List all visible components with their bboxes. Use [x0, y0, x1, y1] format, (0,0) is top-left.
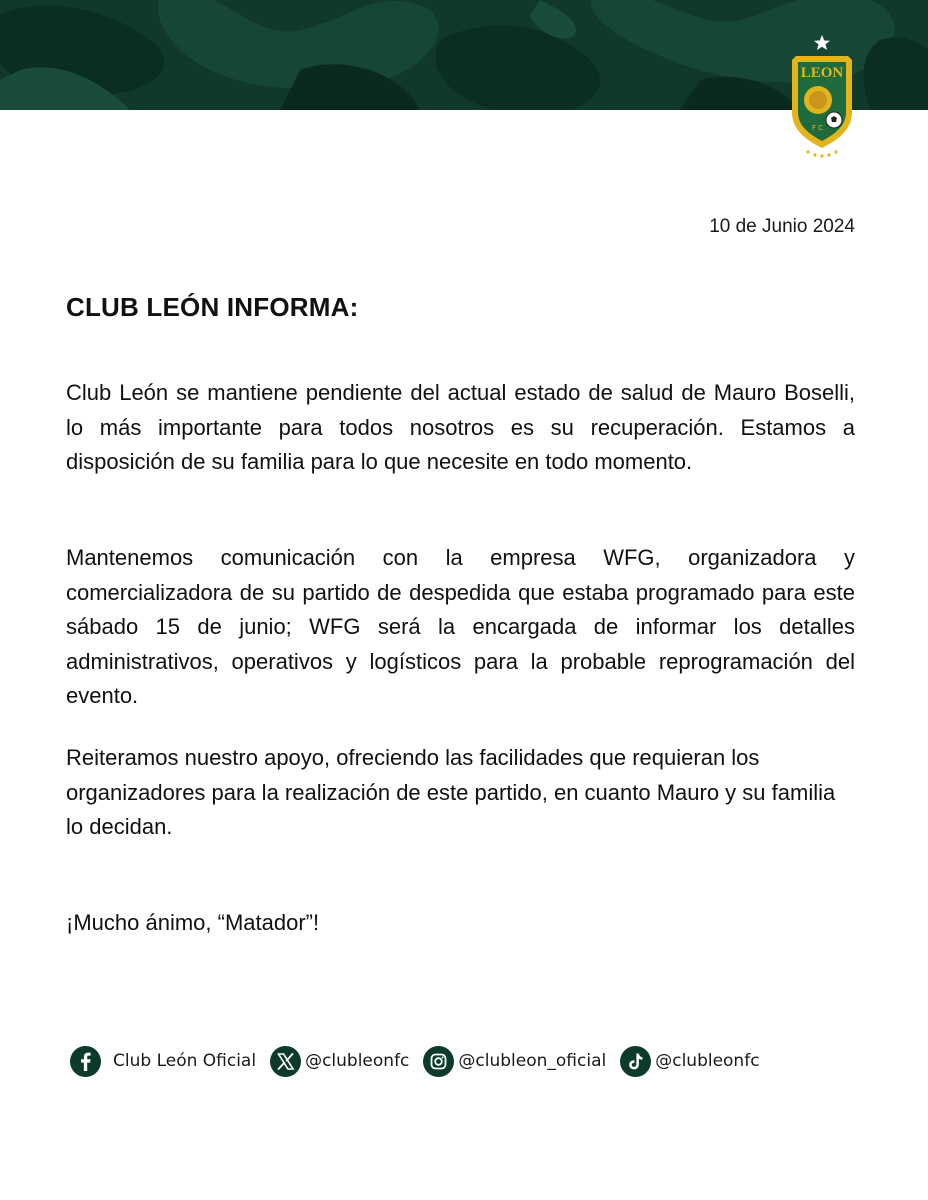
social-instagram[interactable] — [423, 1046, 606, 1077]
instagram-icon — [423, 1046, 454, 1077]
x-label: @clubleonfc — [305, 1051, 410, 1071]
closing-message: ¡Mucho ánimo, “Matador”! — [66, 910, 320, 935]
x-icon — [270, 1046, 301, 1077]
social-links-footer — [70, 1044, 774, 1078]
svg-text:F C: F C — [812, 124, 824, 132]
facebook-icon — [70, 1046, 101, 1077]
club-leon-crest — [786, 34, 858, 158]
facebook-label: Club León Oficial — [113, 1051, 257, 1071]
social-tiktok[interactable] — [620, 1046, 759, 1077]
svg-text:LEON: LEON — [800, 65, 844, 81]
social-facebook[interactable] — [70, 1046, 256, 1077]
instagram-label: @clubleon_oficial — [458, 1051, 607, 1071]
letter-date: 10 de Junio 2024 — [709, 216, 855, 237]
paragraph-health-status: Club León se mantiene pendiente del actual estado de salud de Mauro Boselli, lo más importante para todos nosotros es su recuperación. Estamos a disposición de su familia para lo que necesite en todo momento. — [66, 380, 855, 474]
tiktok-icon — [620, 1046, 651, 1077]
paragraph-event-wfg: Mantenemos comunicación con la empresa WFG, organizadora y comercializadora de su partido de despedida que estaba programado para este sábado 15 de junio; WFG será la encargada de informar los detalles administrativos, operativos y logísticos para la probable reprogramación del evento. — [66, 545, 855, 708]
letter-heading: CLUB LEÓN INFORMA: — [66, 292, 359, 322]
paragraph-support: Reiteramos nuestro apoyo, ofreciendo las facilidades que requieran los organizadores para la realización de este partido, en cuanto Mauro y su familia lo decidan. — [66, 745, 836, 839]
social-x[interactable] — [270, 1046, 409, 1077]
tiktok-label: @clubleonfc — [655, 1051, 760, 1071]
crest-icon — [786, 34, 858, 158]
